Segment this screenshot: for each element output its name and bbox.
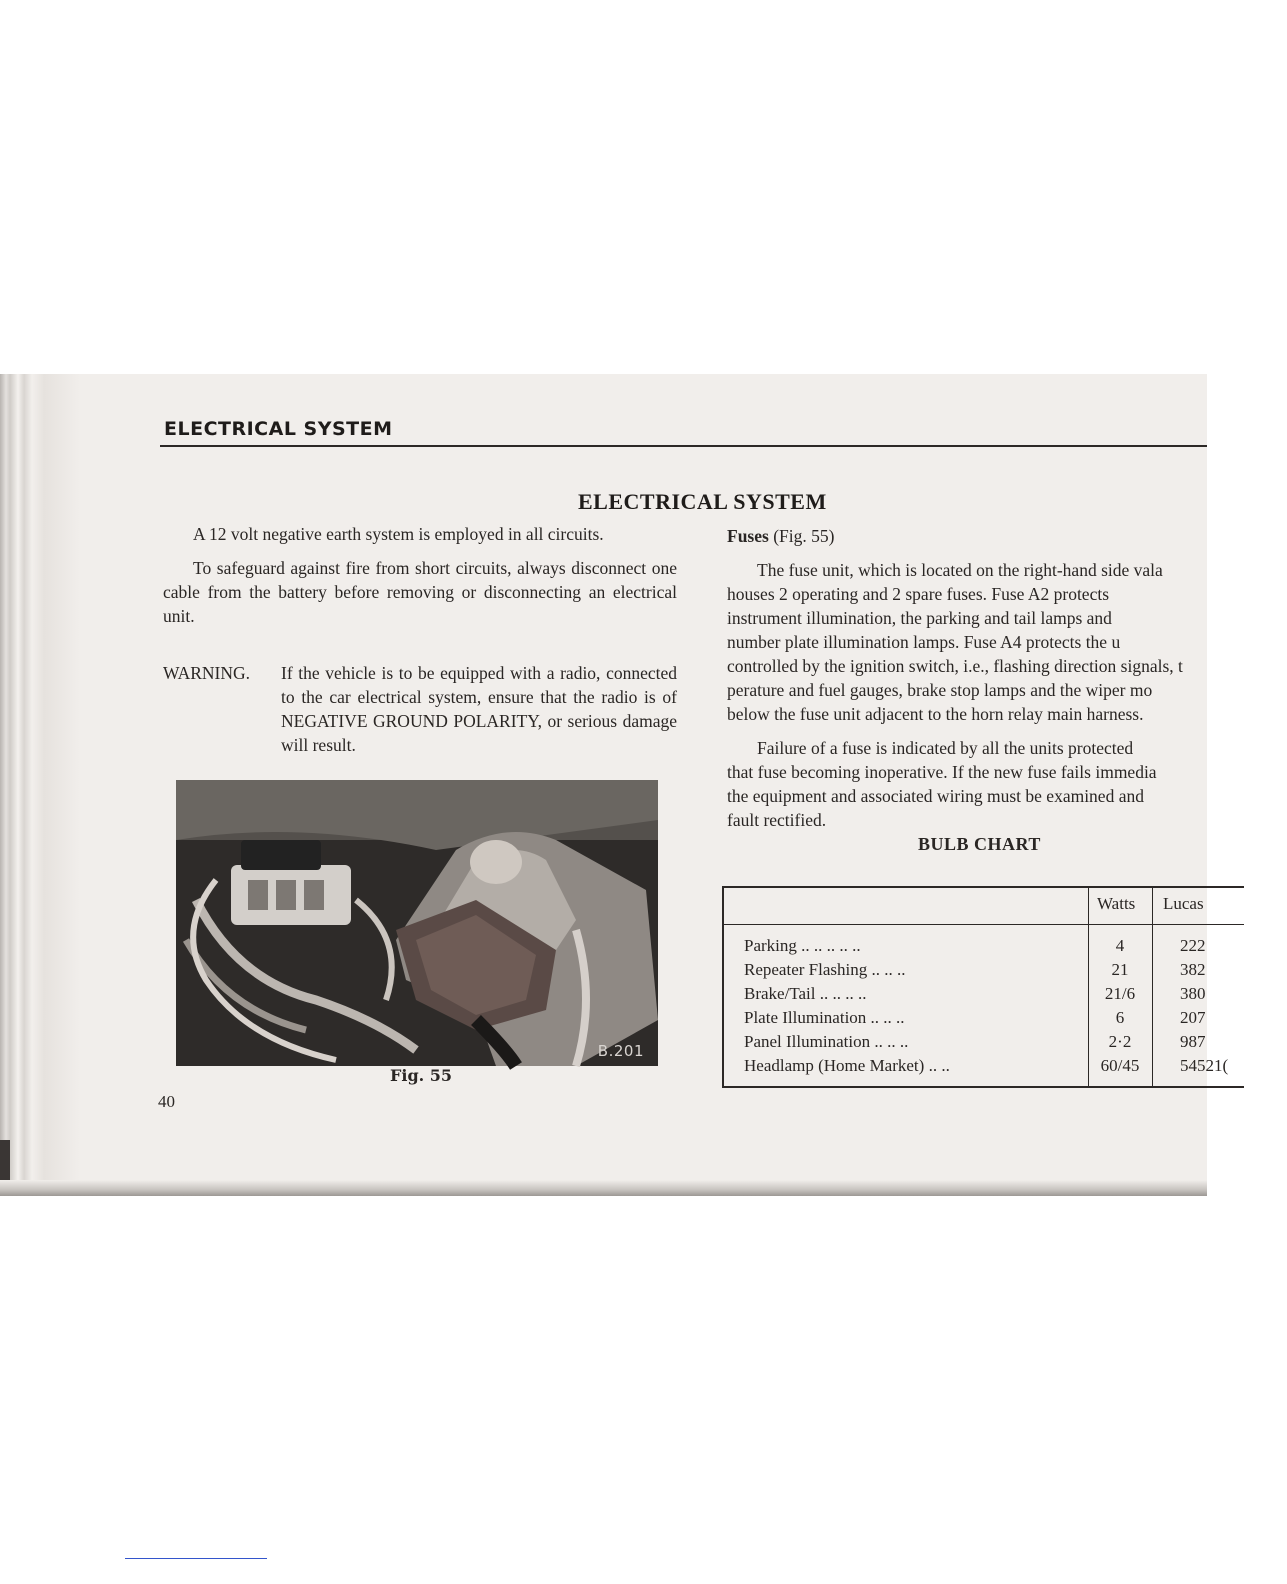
bulb-lucas-number: 382 xyxy=(1180,960,1206,979)
bulb-lucas-number: 987 xyxy=(1180,1032,1206,1051)
left-column xyxy=(163,522,677,757)
failure-line: that fuse becoming inoperative. If the new fuse fails immedia xyxy=(727,762,1157,782)
bulb-description: Plate Illumination .. .. .. xyxy=(744,1008,905,1027)
bulb-lucas-number: 380 xyxy=(1180,984,1206,1003)
bulb-watts: 4 xyxy=(1115,936,1125,955)
paragraph-safeguard: To safeguard against fire from short circuits, always disconnect one cable from the battery before removing or disconnecting an electrical unit. xyxy=(163,558,677,626)
fuses-line: houses 2 operating and 2 spare fuses. Fuse A2 protects xyxy=(727,584,1110,604)
warning-label: WARNING. xyxy=(163,663,251,683)
bulb-lucas-number: 54521( xyxy=(1180,1056,1229,1075)
bulb-description: Brake/Tail .. .. .. .. xyxy=(744,984,867,1003)
bulb-watts: 21/6 xyxy=(1104,984,1136,1003)
warning-block xyxy=(163,661,677,757)
failure-line: the equipment and associated wiring must be examined and xyxy=(727,786,1144,806)
table-row xyxy=(724,1008,1244,1032)
table-row xyxy=(724,984,1244,1008)
failure-paragraph xyxy=(727,736,1287,832)
page-bottom-edge xyxy=(0,1180,1207,1196)
fuses-heading: Fuses xyxy=(727,526,769,546)
bulb-description: Parking .. .. .. .. .. xyxy=(744,936,861,955)
column-header-watts: Watts xyxy=(1097,894,1136,913)
page-binding xyxy=(0,374,80,1196)
bulb-description: Headlamp (Home Market) .. .. xyxy=(744,1056,950,1075)
right-column xyxy=(727,524,1287,832)
column-header-lucas: Lucas xyxy=(1163,894,1204,913)
fuses-line: instrument illumination, the parking and tail lamps and xyxy=(727,608,1112,628)
fuses-line: number plate illumination lamps. Fuse A4 protects the u xyxy=(727,632,1121,652)
figure-caption: Fig. 55 xyxy=(390,1066,453,1085)
bulb-watts: 2·2 xyxy=(1108,1032,1132,1051)
header-rule xyxy=(160,445,1207,447)
fuses-line: The fuse unit, which is located on the right-hand side vala xyxy=(757,560,1163,580)
fuses-line: perature and fuel gauges, brake stop lamps and the wiper mo xyxy=(727,680,1153,700)
page-number: 40 xyxy=(158,1092,175,1111)
bulb-lucas-number: 222 xyxy=(1180,936,1206,955)
table-row xyxy=(724,1032,1244,1056)
warning-text: If the vehicle is to be equipped with a radio, connected to the car electrical system, ensure that the radio is of NEGATIVE GROUND POLARITY, or serious damage will result. xyxy=(281,663,677,755)
bulb-description: Repeater Flashing .. .. .. xyxy=(744,960,906,979)
bulb-chart-title: BULB CHART xyxy=(918,834,1041,854)
photo-illustration xyxy=(176,780,658,1066)
fuses-line: controlled by the ignition switch, i.e., flashing direction signals, t xyxy=(727,656,1183,676)
fuses-heading-line xyxy=(727,524,1287,548)
table-header-rule xyxy=(724,924,1244,925)
running-head: ELECTRICAL SYSTEM xyxy=(164,418,393,440)
fuses-figure-ref: (Fig. 55) xyxy=(773,526,835,546)
failure-line: Failure of a fuse is indicated by all the units protected xyxy=(757,738,1134,758)
bulb-watts: 21 xyxy=(1111,960,1129,979)
fuse-unit-photo xyxy=(176,780,658,1066)
table-row xyxy=(724,960,1244,984)
table-row xyxy=(724,936,1244,960)
bulb-description: Panel Illumination .. .. .. xyxy=(744,1032,909,1051)
bulb-chart-table xyxy=(722,886,1244,1088)
bulb-watts: 60/45 xyxy=(1100,1056,1140,1075)
bulb-lucas-number: 207 xyxy=(1180,1008,1206,1027)
bulb-watts: 6 xyxy=(1115,1008,1125,1027)
manual-page xyxy=(0,374,1229,1196)
table-row xyxy=(724,1056,1244,1080)
footer-link-underline[interactable] xyxy=(125,1558,267,1559)
paragraph-voltage: A 12 volt negative earth system is employed in all circuits. xyxy=(193,524,604,544)
photo-reference: B.201 xyxy=(597,1042,644,1060)
fuses-paragraph xyxy=(727,558,1287,726)
fuses-line: below the fuse unit adjacent to the horn relay main harness. xyxy=(727,704,1144,724)
failure-line: fault rectified. xyxy=(727,810,827,830)
section-title: ELECTRICAL SYSTEM xyxy=(578,489,827,514)
